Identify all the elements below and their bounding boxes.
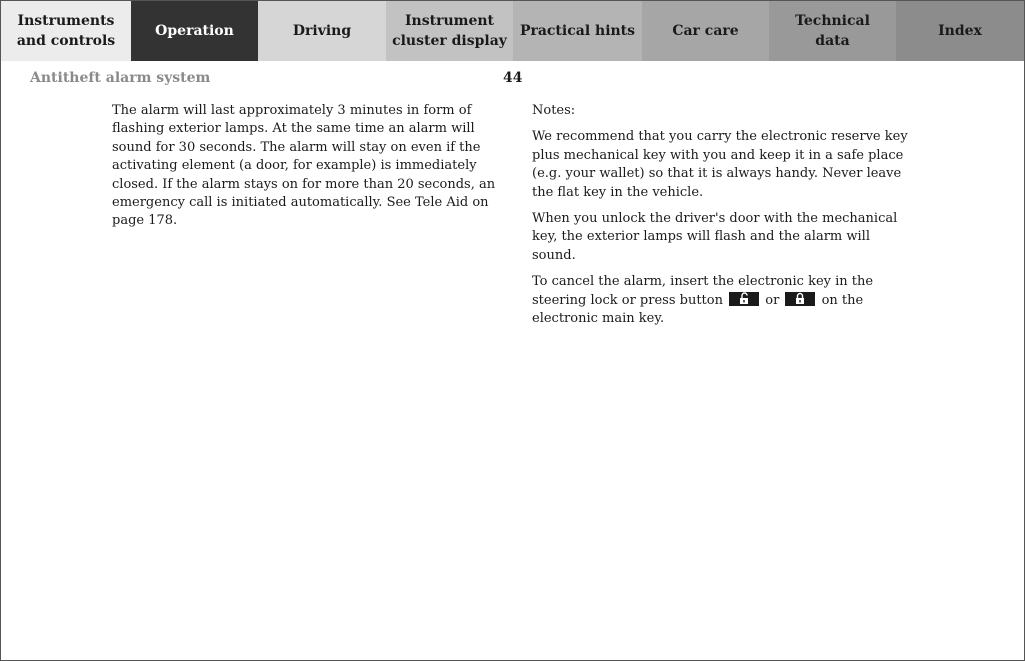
tab-instruments-and-controls[interactable]: Instruments and controls (1, 1, 131, 61)
note-reserve-key: We recommend that you carry the electronic reserve key plus mechanical key with you and keep it in a safe place (e.g. your wallet) so that it is always handy. Never leave the flat key in the vehicle. (532, 129, 908, 200)
tab-practical-hints[interactable]: Practical hints (513, 1, 642, 61)
alarm-duration-paragraph: The alarm will last approximately 3 minutes in form of flashing exterior lamps. At the same time an alarm will sound for 30 seconds. The alarm will stay on even if the activating element (a door, for example) is immediately closed. If the alarm stays on for more than 20 seconds, an emergency call is initiated automatically. See Tele Aid on page 178. (112, 103, 496, 229)
chapter-tabs (1, 1, 1024, 61)
note-cancel-text-2: on the electronic main key. (532, 292, 864, 327)
left-column (112, 102, 497, 239)
note-cancel-alarm (532, 273, 917, 328)
note-cancel-or: or (765, 292, 780, 308)
lock-icon (785, 292, 815, 306)
unlock-icon (729, 292, 759, 306)
note-mechanical-key: When you unlock the driver's door with the mechanical key, the exterior lamps will flash and the alarm will sound. (532, 211, 898, 263)
section-title: Antitheft alarm system (30, 70, 211, 86)
tab-car-care[interactable]: Car care (642, 1, 769, 61)
tab-technical-data[interactable]: Technical data (769, 1, 896, 61)
page-number: 44 (503, 70, 523, 86)
tab-driving[interactable]: Driving (258, 1, 386, 61)
note-cancel-text-1: To cancel the alarm, insert the electronic key in the steering lock or press button (532, 274, 874, 308)
tab-index[interactable]: Index (896, 1, 1024, 61)
notes-heading: Notes: (532, 103, 576, 118)
tab-instrument-cluster-display[interactable]: Instrument cluster display (386, 1, 513, 61)
tab-operation[interactable]: Operation (131, 1, 258, 61)
right-column (532, 102, 917, 336)
